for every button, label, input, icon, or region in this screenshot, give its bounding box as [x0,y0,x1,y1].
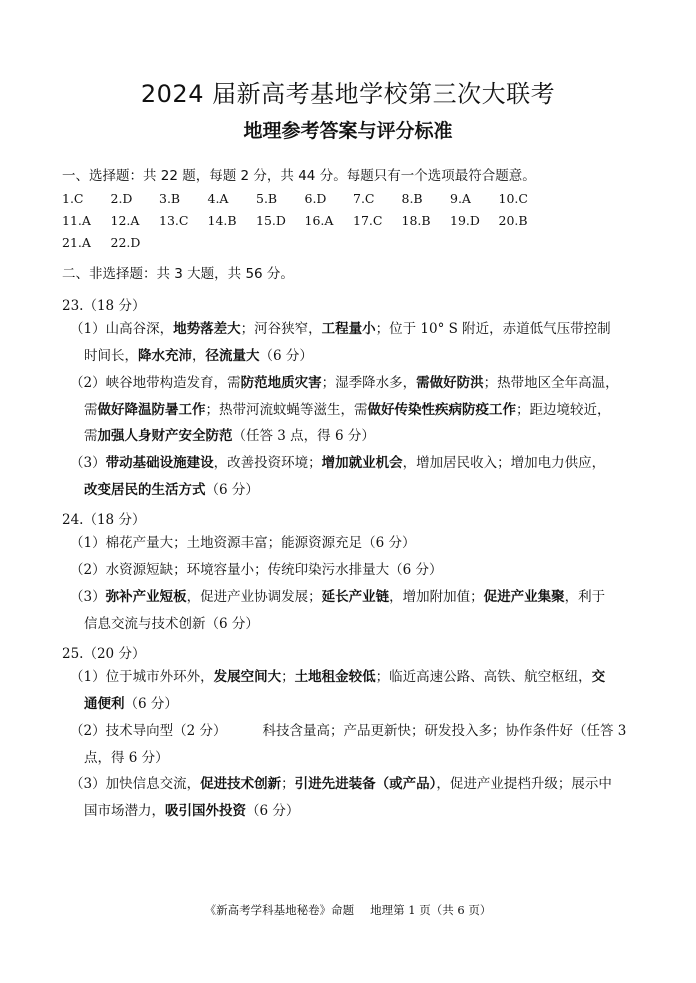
answer-item: 9.A [450,191,471,206]
text: （6 分） [259,347,313,364]
answer-item: 10.C [498,191,528,206]
answer-item: 16.A [304,213,334,228]
answer-row-2 [62,213,547,228]
answer-item: 14.B [207,213,237,228]
key-point: 做好降温防暑工作 [97,401,206,418]
q25-answer-1 [70,664,636,717]
key-point: 促进产业集聚 [483,589,565,605]
page-title: 2024 届新高考基地学校第三次大联考 [140,80,556,108]
answer-item: 3.B [159,191,181,206]
key-point: 做好传染性疾病防疫工作 [367,401,516,418]
q24-answer-2: （2）水资源短缺；环境容量小；传统印染污水排量大（6 分） [70,562,443,578]
text: ，促进产业协调发展； [186,589,322,605]
key-point: 地势落差大 [173,321,241,337]
text: （2）技术导向型（2 分） [70,723,227,739]
answer-item: 15.D [256,213,286,228]
answer-item: 19.D [450,213,480,228]
q24-answer-3 [70,584,636,637]
key-point: 促进技术创新 [200,776,282,792]
key-point: 吸引国外投资 [165,802,246,819]
text: ，增加居民收入；增加电力供应， [402,455,606,471]
footer-page-number: 地理第 1 页（共 6 页） [370,903,492,917]
section1-heading: 一、选择题：共 22 题，每题 2 分，共 44 分。每题只有一个选项最符合题意。 [62,168,536,184]
page-subtitle: 地理参考答案与评分标准 [243,120,453,142]
text: 信息交流与技术创新（6 分） [84,615,259,632]
q24-answer-1: （1）棉花产量大；土地资源丰富；能源资源充足（6 分） [70,535,416,551]
answer-item: 17.C [353,213,383,228]
q23-answer-1 [70,316,636,369]
answer-item: 5.B [256,191,278,206]
key-point: 带动基础设施建设 [105,455,214,471]
answer-row-3 [62,235,159,250]
text: 科技含量高；产品更新快；研发投入多；协作条件好（任答 3 [262,723,627,739]
text: ，改善投资环境； [213,455,322,471]
text: ；位于 10° S 附近，赤道低气压带控制 [375,321,611,337]
text: （6 分） [205,481,259,498]
key-point: 改变居民的生活方式 [84,481,206,498]
answer-item: 13.C [159,213,189,228]
answer-item: 18.B [401,213,431,228]
answer-item: 21.A [62,235,91,250]
key-point: 发展空间大 [213,669,282,685]
answer-item: 20.B [498,213,528,228]
text: ；热带地区全年高温， [483,375,619,391]
text: ，促进产业提档升级；展示中 [436,776,612,792]
answer-item: 22.D [110,235,141,250]
answer-item: 7.C [353,191,375,206]
text: ；临近高速公路、高铁、航空枢纽， [375,669,592,685]
text: （3） [70,455,106,471]
answer-item: 11.A [62,213,91,228]
text: （2）峡谷地带构造发育，需 [70,375,241,391]
text: （1）山高谷深， [70,321,174,337]
key-point: 降水充沛 [138,347,192,364]
footer-source: 《新高考学科基地秘卷》命题 [204,903,355,917]
text: 需 [84,401,98,418]
question-23-header: 23.（18 分） [62,298,146,314]
text: （3） [70,589,106,605]
question-25-header: 25.（20 分） [62,646,146,662]
page-footer [0,902,696,918]
text: （6 分） [124,695,178,712]
key-point: 加强人身财产安全防范 [97,428,233,444]
section2-heading: 二、非选择题：共 3 大题，共 56 分。 [62,266,294,282]
text: （3）加快信息交流， [70,776,201,792]
text: ；距边境较近， [516,401,611,418]
answer-item: 2.D [110,191,133,206]
answer-item: 1.C [62,191,84,206]
q25-answer-2 [70,718,636,771]
question-24-header: 24.（18 分） [62,512,146,528]
answer-row-1 [62,191,547,206]
key-point: 延长产业链 [321,589,390,605]
key-point: 需做好防洪 [416,375,484,391]
key-point: 土地租金较低 [294,669,376,685]
q23-answer-2 [70,370,636,450]
text: 时间长， [84,347,138,364]
answer-item: 4.A [207,191,229,206]
q23-answer-3 [70,450,636,503]
text: 国市场潜力， [84,802,165,819]
key-point: 增加就业机会 [321,455,403,471]
key-point: 径流量大 [205,347,260,364]
answer-item: 6.D [304,191,327,206]
text: 点，得 6 分） [84,749,169,766]
text: ，增加附加值； [389,589,484,605]
key-point: 通便利 [84,695,125,712]
key-point: 引进先进装备（或产品） [294,776,437,792]
answer-item: 12.A [110,213,140,228]
text: ；热带河流蚊蝇等滋生，需 [205,401,368,418]
text: （1）位于城市外环外， [70,669,214,685]
text: ，利于 [564,589,606,605]
key-point: 工程量小 [321,321,376,337]
text: ； [281,776,295,792]
q25-answer-3 [70,771,636,824]
text: （6 分） [246,802,300,819]
text: （任答 3 点，得 6 分） [232,428,375,444]
answer-item: 8.B [401,191,423,206]
text: ； [281,669,295,685]
text: ；河谷狭窄， [240,321,322,337]
key-point: 交 [591,669,606,685]
text: ， [192,347,206,364]
text: 需 [84,428,98,444]
text: ；湿季降水多， [321,375,417,391]
key-point: 防范地质灾害 [240,375,322,391]
key-point: 弥补产业短板 [105,589,187,605]
